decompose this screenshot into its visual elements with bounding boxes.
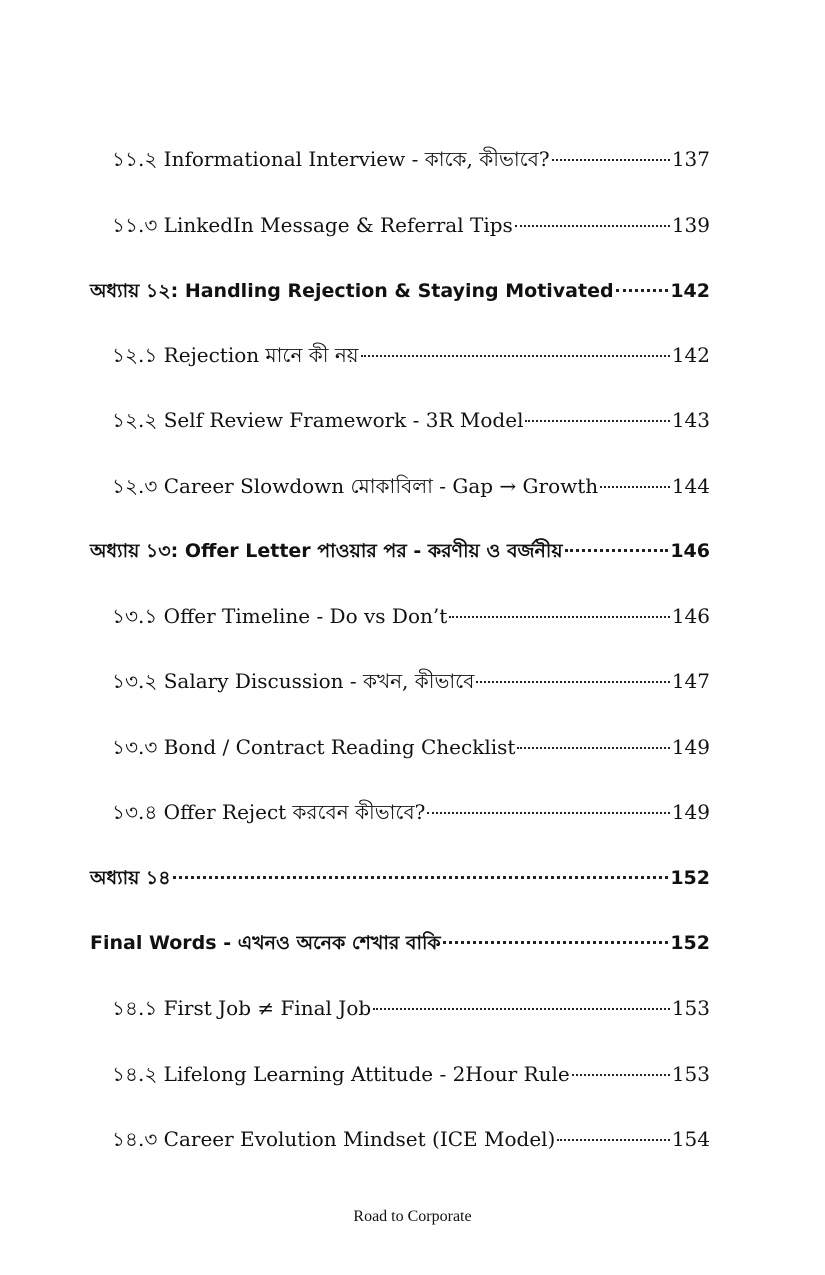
toc-page-number: 142: [671, 343, 710, 367]
toc-page-number: 139: [671, 213, 710, 237]
toc-page-number: 153: [671, 996, 710, 1020]
toc-page-number: 137: [671, 147, 710, 171]
toc-page-number: 152: [670, 932, 710, 954]
toc-entry-12-3[interactable]: [112, 472, 710, 500]
dot-leader: [572, 1074, 670, 1076]
dot-leader: [173, 876, 669, 879]
toc-entry-14-3[interactable]: [112, 1125, 710, 1153]
dot-leader: [373, 1008, 670, 1010]
toc-entry-title: ১৩.৪ Offer Reject করবেন কীভাবে?: [112, 800, 426, 824]
toc-entry-title: ১২.১ Rejection মানে কী নয়: [112, 343, 359, 367]
dot-leader: [443, 941, 669, 944]
toc-entry-title: ১২.২ Self Review Framework - 3R Model: [112, 408, 524, 432]
toc-chapter-12[interactable]: [90, 277, 710, 305]
toc-entry-title: ১৩.২ Salary Discussion - কখন, কীভাবে: [112, 669, 475, 693]
toc-page-number: 154: [671, 1127, 710, 1151]
dot-leader: [517, 747, 669, 749]
toc-page-number: 144: [671, 474, 710, 498]
toc-page-number: 146: [671, 604, 710, 628]
dot-leader: [427, 812, 669, 814]
dot-leader: [449, 616, 670, 618]
toc-entry-13-1[interactable]: [112, 602, 710, 630]
toc-entry-title: অধ্যায় ১৪: [90, 867, 171, 889]
toc-entry-14-1[interactable]: [112, 994, 710, 1022]
toc-entry-title: অধ্যায় ১৩: Offer Letter পাওয়ার পর - করণীয় ও বর্জনীয়: [90, 540, 563, 562]
toc-entry-13-4[interactable]: [112, 798, 710, 826]
toc-entry-12-2[interactable]: [112, 406, 710, 434]
toc-page-number: 146: [670, 540, 710, 562]
toc-entry-14-2[interactable]: [112, 1060, 710, 1088]
toc-page-number: 143: [671, 408, 710, 432]
toc-page-number: 153: [671, 1062, 710, 1086]
toc-entry-title: Final Words - এখনও অনেক শেখার বাকি: [90, 932, 441, 954]
toc-entry-title: ১১.২ Informational Interview - কাকে, কীভাবে?: [112, 147, 550, 171]
toc-entry-11-3[interactable]: [112, 211, 710, 239]
toc-page-number: 149: [671, 735, 710, 759]
toc-final-words[interactable]: [90, 929, 710, 957]
toc-entry-12-1[interactable]: [112, 341, 710, 369]
toc-chapter-13[interactable]: [90, 537, 710, 565]
toc-page-number: 152: [670, 867, 710, 889]
toc-entry-title: ১৩.১ Offer Timeline - Do vs Don’t: [112, 604, 448, 628]
toc-chapter-14[interactable]: [90, 864, 710, 892]
toc-entry-title: ১৪.৩ Career Evolution Mindset (ICE Model): [112, 1127, 556, 1151]
toc-page-number: 149: [671, 800, 710, 824]
dot-leader: [616, 289, 669, 292]
toc-page-number: 147: [671, 669, 710, 693]
dot-leader: [565, 549, 669, 552]
page-footer: Road to Corporate: [353, 1208, 472, 1225]
toc-entry-13-3[interactable]: [112, 733, 710, 761]
toc-entry-title: ১২.৩ Career Slowdown মোকাবিলা - Gap → Growth: [112, 474, 599, 498]
toc-entry-title: ১৪.১ First Job ≠ Final Job: [112, 996, 372, 1020]
dot-leader: [361, 355, 670, 357]
toc-entry-title: ১৩.৩ Bond / Contract Reading Checklist: [112, 735, 516, 759]
dot-leader: [515, 225, 670, 227]
toc-entry-title: ১১.৩ LinkedIn Message & Referral Tips: [112, 213, 513, 237]
dot-leader: [525, 420, 669, 422]
toc-entry-title: ১৪.২ Lifelong Learning Attitude - 2Hour Rule: [112, 1062, 570, 1086]
dot-leader: [600, 486, 670, 488]
toc-entry-11-2[interactable]: [112, 145, 710, 173]
toc-entry-title: অধ্যায় ১২: Handling Rejection & Staying Motivated: [90, 280, 614, 302]
toc-entry-13-2[interactable]: [112, 667, 710, 695]
toc-page-number: 142: [670, 280, 710, 302]
dot-leader: [476, 681, 669, 683]
dot-leader: [552, 159, 670, 161]
dot-leader: [557, 1139, 669, 1141]
